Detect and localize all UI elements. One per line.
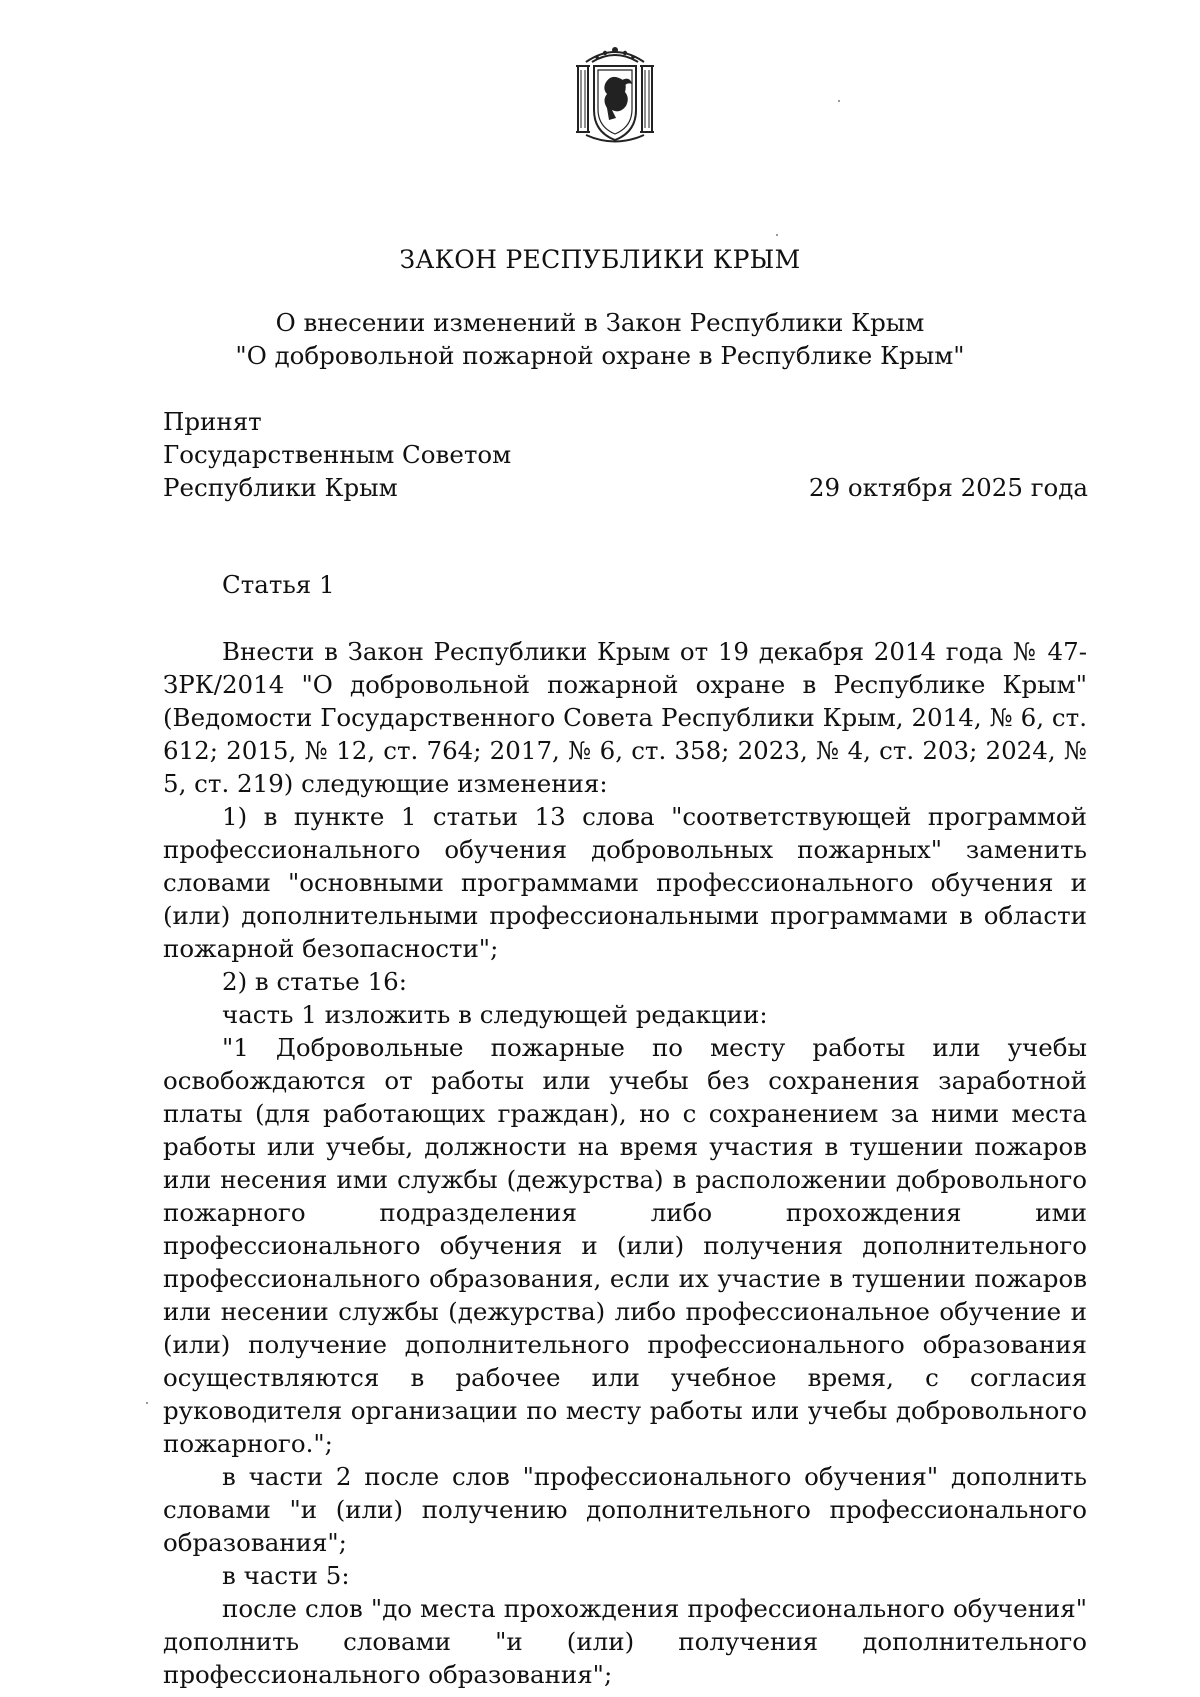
article-paragraph: Внести в Закон Республики Крым от 19 декабря 2014 года № 47-ЗРК/2014 "О добровольной пожарной охране в Республике Крым" (Ведомости Государственного Совета Республики Крым, 2014, № 6, ст. 612; 2015, № 12, ст. 764; 2017, № 6, ст. 358; 2023, № 4, ст. 203; 2024, № 5, ст. 219) следующие изменения:	[163, 637, 1087, 798]
law-subtitle	[0, 306, 1200, 372]
adoption-block	[163, 405, 511, 504]
article-paragraph: в части 2 после слов "профессионального обучения" дополнить словами "и (или) получению дополнительного профессионального образования";	[163, 1462, 1087, 1557]
scan-speck	[838, 100, 840, 102]
article-paragraph: часть 1 изложить в следующей редакции:	[222, 1000, 768, 1029]
law-title: ЗАКОН РЕСПУБЛИКИ КРЫМ	[399, 245, 801, 274]
adoption-line: Республики Крым	[163, 473, 398, 502]
article-body	[163, 635, 1087, 1691]
scan-speck	[146, 1402, 148, 1404]
subtitle-line: О внесении изменений в Закон Республики Крым	[275, 308, 925, 337]
article-paragraph: в части 5:	[222, 1561, 350, 1590]
scan-speck	[776, 234, 778, 236]
article-paragraph: "1 Добровольные пожарные по месту работы или учебы освобождаются от работы или учебы без сохранения заработной платы (для работающих граждан), но с сохранением за ними места работы или учебы, должности на время участия в тушении пожаров или несения ими службы (дежурства) в расположении добровольного пожарного подразделения либо прохождения ими профессионального обучения и (или) получения дополнительного профессионального образования, если их участие в тушении пожаров или несении службы (дежурства) либо профессиональное обучение и (или) получение дополнительного профессионального образования осуществляются в рабочее или учебное время, с согласия руководителя организации по месту работы или учебы добровольного пожарного.";	[163, 1033, 1087, 1458]
article-paragraph: после слов "до места прохождения профессионального обучения" дополнить словами "и (или) получения дополнительного профессионального образования";	[163, 1594, 1087, 1689]
adoption-line: Государственным Советом	[163, 440, 512, 469]
article-paragraph: 1) в пункте 1 статьи 13 слова "соответствующей программой профессионального обучения добровольных пожарных" заменить словами "основными программами профессионального обучения и (или) дополнительными профессиональными программами в области пожарной безопасности";	[163, 802, 1087, 963]
article-heading: Статья 1	[222, 570, 335, 599]
coat-of-arms-icon	[572, 40, 658, 148]
subtitle-line: "О добровольной пожарной охране в Республике Крым"	[235, 341, 965, 370]
adoption-date: 29 октября 2025 года	[808, 473, 1088, 502]
article-paragraph: 2) в статье 16:	[222, 967, 408, 996]
adoption-line: Принят	[163, 407, 262, 436]
